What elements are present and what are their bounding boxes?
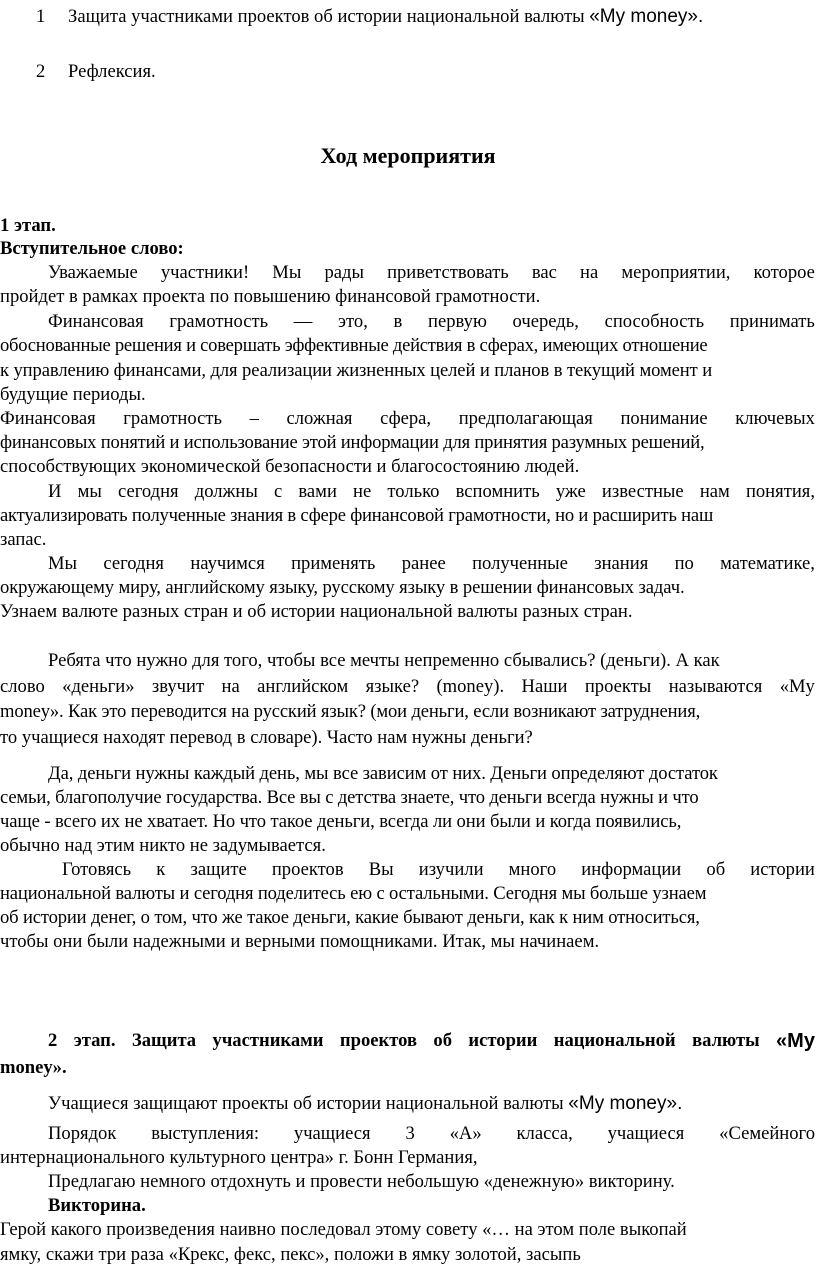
paragraph-line [48, 262, 815, 284]
word: известные [601, 481, 684, 502]
word: научимся [190, 553, 265, 574]
word: учащиеся [607, 1123, 685, 1144]
paragraph-line: обычно над этим никто не задумывается. [0, 835, 326, 856]
word: грамотность [169, 311, 269, 332]
word: рады [324, 262, 364, 283]
word: очередь, [512, 311, 579, 332]
paragraph-line: Ребята что нужно для того, чтобы все мечты непременно сбывались? (деньги). А как [48, 650, 720, 671]
word: приветствовать [387, 262, 509, 283]
word: предполагающая [458, 408, 593, 429]
word: Финансовая [48, 311, 144, 332]
paragraph-line [48, 311, 815, 333]
word: «My [779, 676, 815, 697]
word: этап. [73, 1030, 116, 1051]
word: уже [555, 481, 586, 502]
word: Мы [48, 553, 78, 574]
word: об [433, 1030, 453, 1051]
word: – [249, 408, 259, 429]
word: защите [190, 859, 247, 880]
word: — [293, 311, 313, 332]
word: принимать [729, 311, 815, 332]
paragraph-line: ямку, скажи три раза «Крекс, фекс, пекс», положи в ямку золотой, засыпь [0, 1244, 581, 1265]
word: вами [298, 481, 337, 502]
word: которое [753, 262, 815, 283]
word: мероприятии, [621, 262, 731, 283]
paragraph-line: Герой какого произведения наивно последовал этому совету «… на этом поле выкопай [0, 1219, 687, 1240]
paragraph-line: об истории денег, о том, что же такое деньги, какие бывают деньги, как к ним относиться, [0, 907, 700, 928]
word: истории [468, 1030, 538, 1051]
plan-item-number: 1 [36, 6, 46, 27]
word: с [273, 481, 283, 502]
word: на [221, 676, 240, 697]
paragraph-line: обоснованные решения и совершать эффективные действия в сферах, имеющих отношение [0, 335, 708, 356]
paragraph-line [48, 1123, 815, 1145]
word: ключевых [735, 408, 815, 429]
quiz-heading: Викторина. [48, 1195, 146, 1216]
stage2-heading-cont: money». [0, 1057, 67, 1078]
word: участники! [160, 262, 250, 283]
word: истории [750, 859, 815, 880]
paragraph-line [0, 408, 815, 430]
word: английском [257, 676, 349, 697]
word: первую [428, 311, 487, 332]
word: это, [338, 311, 368, 332]
word: сегодня [117, 481, 179, 502]
word: Финансовая [0, 408, 96, 429]
word: математике, [720, 553, 815, 574]
word: выступления: [151, 1123, 260, 1144]
paragraph-line: Узнаем валюте разных стран и об истории национальной валюты разных стран. [0, 601, 633, 622]
word: об [706, 859, 726, 880]
word: не [353, 481, 372, 502]
word: класса, [516, 1123, 573, 1144]
word: понимание [620, 408, 708, 429]
word: валюты [692, 1030, 760, 1051]
page-title: Ход мероприятия [320, 143, 496, 168]
word: полученные [472, 553, 568, 574]
word: участниками [212, 1030, 324, 1051]
paragraph-line: семьи, благополучие государства. Все вы с детства знаете, что деньги всегда нужны и что [0, 787, 699, 808]
word: называются [668, 676, 763, 697]
paragraph-line: Да, деньги нужны каждый день, мы все зависим от них. Деньги определяют достаток [48, 763, 718, 784]
word: звучит [151, 676, 205, 697]
word: грамотность [123, 408, 222, 429]
word: много [508, 859, 557, 880]
paragraph-line: национальной валюты и сегодня поделитесь ею с остальными. Сегодня мы больше узнаем [0, 883, 707, 904]
paragraph-line: окружающему миру, английскому языку, русскому языку в решении финансовых задач. [0, 577, 685, 598]
paragraph-line: к управлению финансами, для реализации жизненных целей и планов в текущий момент и [0, 360, 713, 381]
word: сегодня [103, 553, 164, 574]
word: проектов [339, 1030, 418, 1051]
paragraph-line [48, 1093, 682, 1115]
paragraph-line [0, 676, 815, 698]
word: Защита [131, 1030, 197, 1051]
word: вспомнить [455, 481, 540, 502]
paragraph-line: money». Как это переводится на русский язык? (мои деньги, если возникают затруднения, [0, 701, 701, 722]
word: должны [194, 481, 258, 502]
word: учащиеся [293, 1123, 371, 1144]
word: Вы [368, 859, 394, 880]
word: Порядок [48, 1123, 117, 1144]
line-text: Учащиеся защищают проекты об истории национальной валюты [48, 1093, 569, 1114]
paragraph-line: способствующих экономической безопасности и благосостоянию людей. [0, 456, 580, 477]
word: в [393, 311, 403, 332]
paragraph-line [48, 481, 815, 503]
word: «деньги» [62, 676, 135, 697]
paragraph-line: пройдет в рамках проекта по повышению финансовой грамотности. [0, 286, 541, 307]
word: применять [291, 553, 376, 574]
line-quote: «My money». [568, 1093, 683, 1114]
paragraph-line: Предлагаю немного отдохнуть и провести небольшую «денежную» викторину. [48, 1171, 675, 1192]
paragraph-line: запас. [0, 529, 47, 550]
word: к [156, 859, 166, 880]
word: ранее [401, 553, 446, 574]
word: сфера, [380, 408, 432, 429]
word: «Семейного [719, 1123, 815, 1144]
plan-item-text: Рефлексия. [68, 61, 156, 82]
word: знания [594, 553, 649, 574]
word: 3 [405, 1123, 415, 1144]
word: Готовясь [62, 859, 132, 880]
word: нам [699, 481, 730, 502]
paragraph-line: интернационального культурного центра» г. Бонн Германия, [0, 1147, 478, 1168]
paragraph-line: чтобы они были надежными и верными помощниками. Итак, мы начинаем. [0, 931, 600, 952]
word: изучили [418, 859, 484, 880]
paragraph-line: финансовых понятий и использование этой информации для принятия разумных решений, [0, 432, 705, 453]
word: на [580, 262, 599, 283]
plan-item-number: 2 [36, 61, 46, 82]
word: И [48, 481, 62, 502]
paragraph-line: актуализировать полученные знания в сфере финансовой грамотности, но и расширить наш [0, 505, 714, 526]
plan-item-1 [36, 6, 703, 28]
stage2-heading [48, 1030, 815, 1052]
plan-item-2 [36, 61, 156, 83]
word: Уважаемые [48, 262, 138, 283]
word: вас [531, 262, 557, 283]
word: сложная [286, 408, 353, 429]
word: 2 [48, 1030, 58, 1051]
word: способность [604, 311, 705, 332]
plan-item-quote: «My money». [589, 6, 704, 27]
word: «My [776, 1030, 815, 1052]
paragraph-line: то учащиеся находят перевод в словаре). Часто нам нужны деньги? [0, 727, 533, 748]
paragraph-line: чаще - всего их не хватает. Но что такое деньги, всегда ли они были и когда появились, [0, 811, 682, 832]
word: по [674, 553, 694, 574]
paragraph-line [48, 553, 815, 575]
word: проектов [271, 859, 344, 880]
word: национальной [553, 1030, 676, 1051]
word: информации [581, 859, 682, 880]
word: только [387, 481, 440, 502]
word: языке? [365, 676, 420, 697]
stage1-heading: 1 этап. [0, 215, 56, 236]
plan-item-text: Защита участниками проектов об истории национальной валюты [68, 6, 590, 27]
word: «А» [449, 1123, 482, 1144]
stage1-subheading: Вступительное слово: [0, 238, 184, 259]
word: Мы [272, 262, 302, 283]
word: проекты [584, 676, 652, 697]
word: слово [0, 676, 45, 697]
paragraph-line: будущие периоды. [0, 384, 146, 405]
paragraph-line [62, 859, 815, 881]
word: мы [77, 481, 102, 502]
word: Наши [521, 676, 568, 697]
word: (money). [436, 676, 505, 697]
word: понятия, [745, 481, 815, 502]
